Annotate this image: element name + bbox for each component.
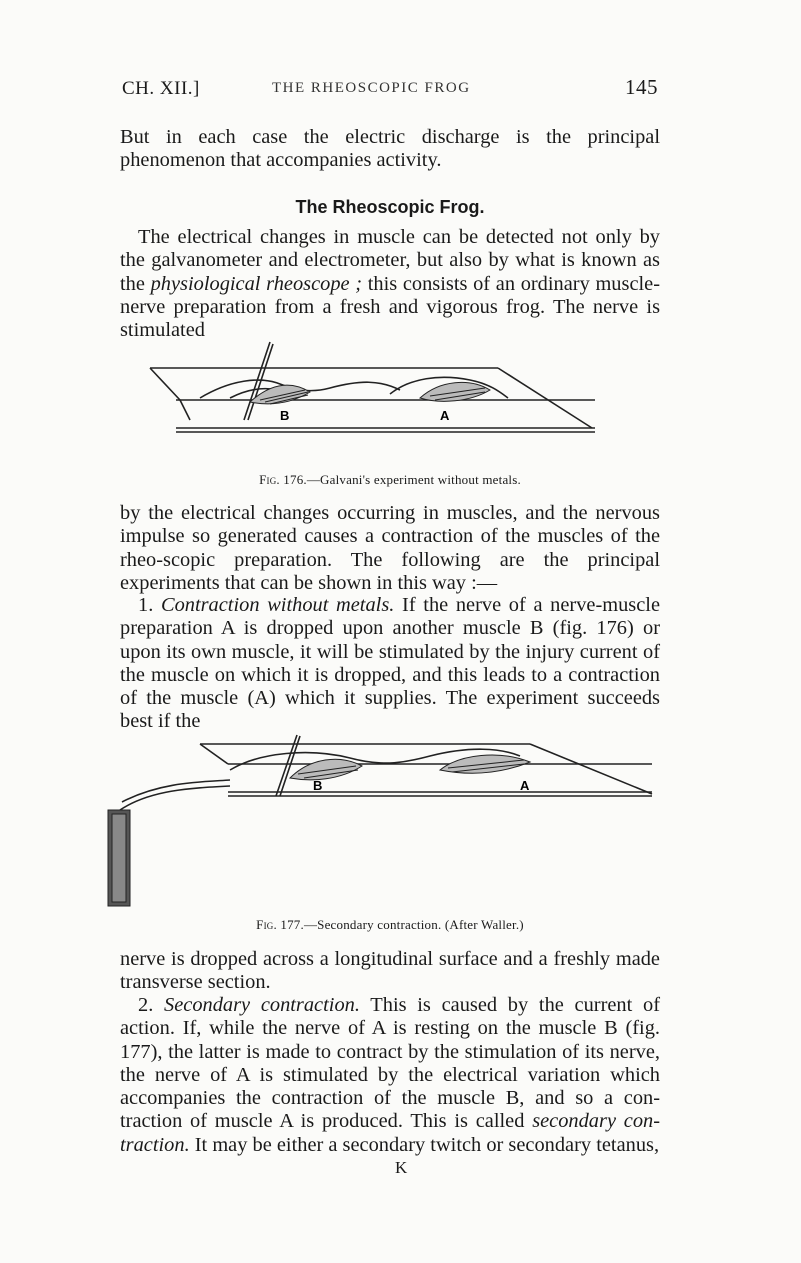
- figure-176-label-b: B: [280, 408, 290, 423]
- figure-176-caption: Fig. 176.—Galvani's experiment without metals.: [259, 472, 521, 487]
- paragraph-1: But in each case the electric discharge is the principal phenomenon that accompanies activity.: [120, 126, 660, 172]
- signature-mark: K: [395, 1158, 408, 1177]
- running-title: THE RHEOSCOPIC FROG: [272, 80, 471, 96]
- paragraph-5: nerve is dropped across a longitudinal surface and a freshly made transverse section.: [120, 948, 660, 994]
- section-heading: The Rheoscopic Frog.: [295, 197, 485, 217]
- term-physiological-rheoscope: physiological rheoscope ;: [150, 272, 363, 295]
- term-secondary-contraction: Secondary contraction.: [164, 994, 360, 1016]
- paragraph-6: 2. Secondary contraction. This is caused by the current of action. If, while the nerve of A is resting on the muscle B (fig. 177), the latter is made to contract by the stimulation of its nerve, the nerve of A is stimulated by the electrical variation which accompanies the contraction of the muscle B, and so a con-traction of muscle A is produced. This is called secondary con-traction. It may be either a secondary twitch or secondary tetanus,: [120, 994, 661, 1156]
- muscle-b-shape: [290, 759, 362, 780]
- term-contraction-without-metals: Contraction without metals.: [160, 594, 395, 616]
- figure-176-illustration: [140, 340, 620, 470]
- figure-177-caption: Fig. 177.—Secondary contraction. (After Waller.): [256, 917, 524, 932]
- paragraph-4: 1. Contraction without metals. If the nerve of a nerve-muscle preparation A is dropped upon another muscle B (fig. 176) or upon its own muscle, it will be stimulated by the injury current of the muscle on which it is dropped, and this leads to a contraction of the muscle (A) which it supplies. The experiment succeeds best if the: [120, 594, 660, 733]
- figure-177-label-a: A: [520, 778, 530, 793]
- figure-177-label-b: B: [313, 778, 323, 793]
- paragraph-3: by the electrical changes occurring in muscles, and the nervous impulse so generated causes a contraction of the muscles of the rheo-scopic preparation. The following are the principal experiments that can be shown in this way :—: [120, 502, 660, 594]
- figure-176-label-a: A: [440, 408, 450, 423]
- muscle-a-shape: [420, 382, 490, 401]
- figure-177-illustration: [100, 730, 660, 910]
- paragraph-2: The electrical changes in muscle can be detected not only by the galvanometer and electrometer, but also by what is known as the physiological rheoscope ; this consists of an ordinary muscle-nerve preparation from a fresh and vigorous frog. The nerve is stimulated: [120, 226, 660, 342]
- chapter-label: CH. XII.]: [122, 78, 200, 99]
- term-secondary-contraction-2: secondary con-traction.: [120, 1110, 660, 1156]
- page-number: 145: [625, 75, 658, 99]
- running-header: [122, 75, 658, 108]
